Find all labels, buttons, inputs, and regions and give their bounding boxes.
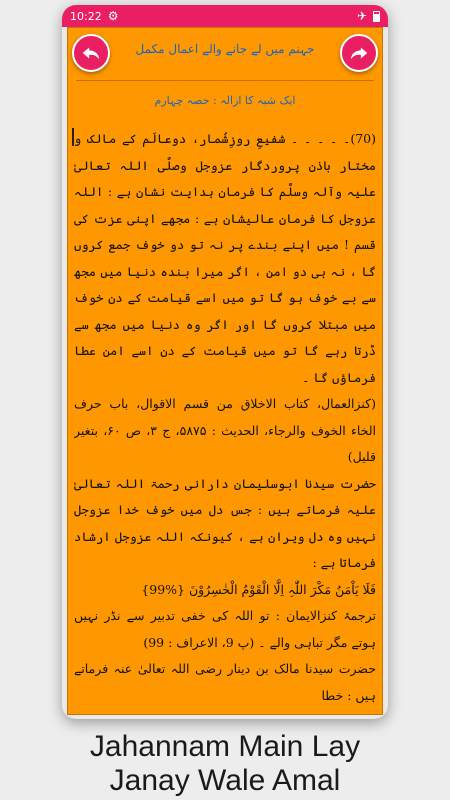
page-title: جہنم میں لے جانے والے اعمال مکمل: [135, 42, 315, 56]
back-arrow-icon: [80, 42, 102, 64]
forward-button[interactable]: [340, 34, 378, 72]
paragraph: (کنزالعمال، کتاب الاخلاق من قسم الاقوال، باب حرف الخاء الخوف والرجاء، الحدیث : ۵۸۷۵، ج ۳، ص ۶۰، بتغیر قلیل): [74, 396, 376, 464]
paragraph: (70)۔ ۔ ۔ ۔ ۔ شفیعِ روزِشُمار، دوعالَم کے مالک و مختار باذنِ پروردگار عزوجل وصلَّی اللہ تعالیٰ علیہ وآلہ وسلَّم کا فرمانِ ہدایت نشان ہے : اللہ عزوجل کا فرمانِ عالیشان ہے : مجھے اپنی عزت کی قسم ! میں اپنے بندے پر نہ تو دو خوف جمع کروں گا ، نہ ہی دو امن ، اگر میرا بندہ دنیا میں مجھ سے بے خوف ہو گا تو میں اسے قیامت کے دن خوف میں مبتلا کروں گا اور اگر وہ دنیا میں مجھ سے ڈرتا رہے گا تو میں قیامت کے دن اسے امن عطا فرماؤں گا ۔: [74, 131, 376, 385]
section-heading: ایک شبہ کا ازالہ : حصہ چہارم: [154, 94, 296, 107]
header-divider: [76, 80, 374, 81]
quran-verse: فَلَا یَاْمَنُ مَکْرَ اللّٰہِ اِلَّا الْقَوْمُ الْخٰسِرُوْنَ {%99}: [141, 581, 376, 597]
caption-line-2: Janay Wale Amal: [109, 764, 341, 797]
paragraph: حضرت سیدنا مالک بن دینار رضی اللہ تعالیٰ عنہ فرماتے ہیں : خطا: [74, 661, 376, 703]
forward-arrow-icon: [348, 42, 370, 64]
reader-page[interactable]: [67, 27, 383, 715]
battery-icon: [373, 11, 380, 22]
phone-frame: [62, 5, 388, 719]
article-text[interactable]: [74, 126, 376, 710]
promo-caption: [0, 730, 450, 798]
status-bar: [62, 5, 388, 27]
paragraph: حضرت سیدنا ابوسلیمان دارانی رحمۃ اللہ تعالیٰ علیہ فرماتے ہیں : جس دل میں خوف خدا عزوجل نہیں وہ دل ویران ہے ، کیونکہ اللہ عزوجل ارشاد فرماتا ہے :: [74, 475, 376, 570]
caption-line-1: Jahannam Main Lay: [89, 730, 361, 763]
airplane-mode-icon: ✈: [356, 9, 367, 23]
status-left: [70, 9, 118, 23]
gear-icon: ⚙: [107, 9, 119, 23]
paragraph: ترجمۂ کنزالایمان : تو اللہ کی خفی تدبیر سے نڈر نہیں ہوتے مگر تباہی والے ۔ (پ 9، الاعراف : 99): [74, 608, 376, 650]
back-button[interactable]: [72, 34, 110, 72]
status-time: 10:22: [70, 9, 102, 23]
status-right: [357, 9, 380, 23]
